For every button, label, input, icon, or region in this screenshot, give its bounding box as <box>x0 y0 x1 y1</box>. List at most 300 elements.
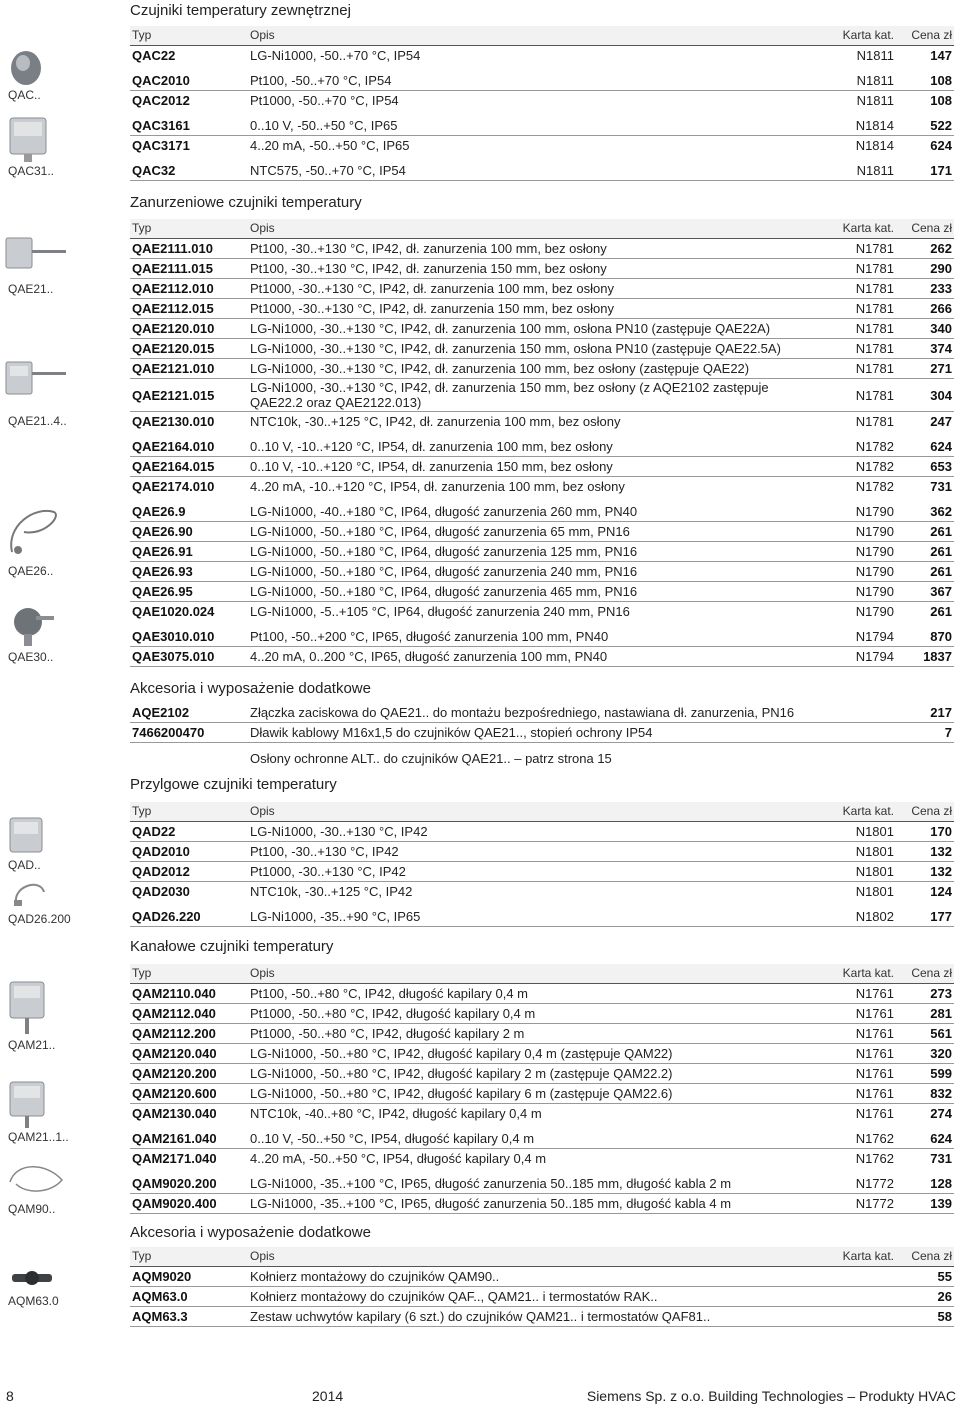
accessories-note: Osłony ochronne ALT.. do czujników QAE21.. – patrz strona 15 <box>250 751 612 766</box>
table-row <box>130 542 954 562</box>
table-row <box>130 842 954 862</box>
product-price: 290 <box>896 259 954 279</box>
table-row <box>130 339 954 359</box>
product-price: 26 <box>896 1287 954 1307</box>
header-cena: Cena zł <box>896 219 954 239</box>
catalog-card: N1781 <box>798 259 896 279</box>
product-code: AQM63.0 <box>130 1287 248 1307</box>
product-code: QAE2130.010 <box>130 412 248 435</box>
catalog-card: N1761 <box>798 1104 896 1127</box>
product-description: Pt1000, -30..+130 °C, IP42 <box>248 862 798 882</box>
catalog-card: N1811 <box>798 91 896 114</box>
table-row <box>130 582 954 602</box>
product-code: QAC2010 <box>130 68 248 91</box>
catalog-card: N1781 <box>798 412 896 435</box>
qac31-sensor-image <box>6 112 54 164</box>
product-price: 367 <box>896 582 954 602</box>
header-typ: Typ <box>130 219 248 239</box>
table-row <box>130 46 954 69</box>
catalog-card: N1801 <box>798 882 896 905</box>
side-label: QAE30.. <box>8 650 54 664</box>
product-code: QAM2112.040 <box>130 1004 248 1024</box>
product-price: 132 <box>896 842 954 862</box>
table-header-row <box>130 219 954 239</box>
table-row <box>130 1084 954 1104</box>
product-code: QAM2110.040 <box>130 984 248 1004</box>
table-header-row <box>130 964 954 984</box>
catalog-card: N1811 <box>798 68 896 91</box>
table-row <box>130 647 954 667</box>
side-label: AQM63.0 <box>8 1294 59 1308</box>
catalog-card <box>798 1287 896 1307</box>
product-description: LG-Ni1000, -35..+100 °C, IP65, długość zanurzenia 50..185 mm, długość kabla 2 m <box>248 1171 798 1194</box>
aqm63-flange-image <box>8 1264 58 1294</box>
product-price: 340 <box>896 319 954 339</box>
catalog-card: N1761 <box>798 1004 896 1024</box>
catalog-card: N1761 <box>798 984 896 1004</box>
product-description: LG-Ni1000, -50..+180 °C, IP64, długość zanurzenia 240 mm, PN16 <box>248 562 798 582</box>
catalog-card: N1790 <box>798 542 896 562</box>
side-label: QAM21.. <box>8 1038 56 1052</box>
table-row <box>130 434 954 457</box>
product-description: LG-Ni1000, -30..+130 °C, IP42, dł. zanurzenia 100 mm, bez osłony (zastępuje QAE22) <box>248 359 798 379</box>
product-images-column <box>0 0 120 1380</box>
table-row <box>130 1307 954 1327</box>
qad-sensor-image <box>6 814 50 858</box>
catalog-card <box>798 723 896 743</box>
product-description: 4..20 mA, -10..+120 °C, IP54, dł. zanurzenia 100 mm, bez osłony <box>248 477 798 500</box>
product-code: QAE2120.010 <box>130 319 248 339</box>
accessories-qam-table <box>130 1247 954 1327</box>
product-price: 128 <box>896 1171 954 1194</box>
catalog-card: N1761 <box>798 1064 896 1084</box>
product-price: 261 <box>896 562 954 582</box>
section-title: Akcesoria i wyposażenie dodatkowe <box>130 1224 371 1241</box>
product-price: 139 <box>896 1194 954 1214</box>
product-description: Pt100, -50..+200 °C, IP65, długość zanurzenia 100 mm, PN40 <box>248 624 798 647</box>
product-description: NTC10k, -30..+125 °C, IP42, dł. zanurzenia 100 mm, bez osłony <box>248 412 798 435</box>
table-row <box>130 91 954 114</box>
product-description: 0..10 V, -10..+120 °C, IP54, dł. zanurzenia 150 mm, bez osłony <box>248 457 798 477</box>
product-description: NTC10k, -40..+80 °C, IP42, długość kapilary 0,4 m <box>248 1104 798 1127</box>
product-code: QAM2120.200 <box>130 1064 248 1084</box>
product-code: QAE1020.024 <box>130 602 248 625</box>
product-price: 217 <box>896 703 954 723</box>
catalog-card: N1790 <box>798 602 896 625</box>
catalog-card: N1790 <box>798 582 896 602</box>
catalog-card: N1790 <box>798 522 896 542</box>
product-description: 4..20 mA, 0..200 °C, IP65, długość zanurzenia 100 mm, PN40 <box>248 647 798 667</box>
table-row <box>130 862 954 882</box>
catalog-card: N1781 <box>798 359 896 379</box>
qam21-1-sensor-image <box>6 1078 54 1130</box>
product-code: AQM63.3 <box>130 1307 248 1327</box>
table-row <box>130 319 954 339</box>
qac-table <box>130 26 954 181</box>
product-code: QAE2111.010 <box>130 239 248 259</box>
product-description: NTC10k, -30..+125 °C, IP42 <box>248 882 798 905</box>
product-code: QAC3171 <box>130 136 248 159</box>
side-label: QAM21..1.. <box>8 1130 69 1144</box>
section-title: Zanurzeniowe czujniki temperatury <box>130 194 362 211</box>
table-row <box>130 379 954 412</box>
footer-year: 2014 <box>312 1388 344 1404</box>
header-cena: Cena zł <box>896 964 954 984</box>
qae26-sensor-image <box>4 496 64 560</box>
product-price: 374 <box>896 339 954 359</box>
product-code: QAD22 <box>130 822 248 842</box>
product-code: QAD2030 <box>130 882 248 905</box>
product-price: 731 <box>896 477 954 500</box>
catalog-card: N1761 <box>798 1044 896 1064</box>
side-label: QAD.. <box>8 858 41 872</box>
product-price: 362 <box>896 499 954 522</box>
header-typ: Typ <box>130 802 248 822</box>
side-label: QAE26.. <box>8 564 54 578</box>
product-code: QAE2112.010 <box>130 279 248 299</box>
product-code: QAE26.91 <box>130 542 248 562</box>
table-row <box>130 259 954 279</box>
table-row <box>130 68 954 91</box>
product-code: QAE2164.010 <box>130 434 248 457</box>
product-code: 7466200470 <box>130 723 248 743</box>
catalog-card: N1782 <box>798 477 896 500</box>
table-row <box>130 1004 954 1024</box>
product-code: AQE2102 <box>130 703 248 723</box>
table-row <box>130 723 954 743</box>
qad-table <box>130 802 954 927</box>
catalog-card: N1782 <box>798 457 896 477</box>
product-code: QAE2164.015 <box>130 457 248 477</box>
qad26-sensor-image <box>10 872 50 910</box>
side-label: QAE21..4.. <box>8 414 67 428</box>
header-cena: Cena zł <box>896 1247 954 1267</box>
table-row <box>130 412 954 435</box>
product-code: AQM9020 <box>130 1267 248 1287</box>
product-price: 171 <box>896 158 954 181</box>
product-description: Pt100, -50..+80 °C, IP42, długość kapilary 0,4 m <box>248 984 798 1004</box>
qam90-sensor-image <box>6 1158 66 1200</box>
product-price: 832 <box>896 1084 954 1104</box>
catalog-card: N1762 <box>798 1126 896 1149</box>
qae21-4-sensor-image <box>4 352 68 404</box>
product-description: LG-Ni1000, -50..+70 °C, IP54 <box>248 46 798 69</box>
product-code: QAM9020.200 <box>130 1171 248 1194</box>
product-description: LG-Ni1000, -30..+130 °C, IP42 <box>248 822 798 842</box>
table-row <box>130 882 954 905</box>
product-price: 55 <box>896 1267 954 1287</box>
product-description: Dławik kablowy M16x1,5 do czujników QAE21.., stopień ochrony IP54 <box>248 723 798 743</box>
product-description: 0..10 V, -50..+50 °C, IP65 <box>248 113 798 136</box>
catalog-card: N1772 <box>798 1171 896 1194</box>
product-price: 108 <box>896 68 954 91</box>
table-row <box>130 477 954 500</box>
catalog-card: N1814 <box>798 136 896 159</box>
product-description: LG-Ni1000, -40..+180 °C, IP64, długość zanurzenia 260 mm, PN40 <box>248 499 798 522</box>
side-label: QAM90.. <box>8 1202 56 1216</box>
catalog-card: N1811 <box>798 46 896 69</box>
catalog-card: N1781 <box>798 279 896 299</box>
product-code: QAE2121.010 <box>130 359 248 379</box>
header-karta: Karta kat. <box>798 1247 896 1267</box>
product-code: QAE26.93 <box>130 562 248 582</box>
product-price: 262 <box>896 239 954 259</box>
catalog-card: N1761 <box>798 1084 896 1104</box>
product-price: 124 <box>896 882 954 905</box>
header-opis: Opis <box>248 219 798 239</box>
product-description: 4..20 mA, -50..+50 °C, IP54, długość kapilary 0,4 m <box>248 1149 798 1172</box>
catalog-card: N1790 <box>798 499 896 522</box>
catalog-card: N1811 <box>798 158 896 181</box>
product-price: 261 <box>896 522 954 542</box>
product-price: 108 <box>896 91 954 114</box>
qac-sensor-image <box>6 46 46 92</box>
catalog-card: N1794 <box>798 624 896 647</box>
table-row <box>130 1104 954 1127</box>
catalog-card: N1782 <box>798 434 896 457</box>
header-karta: Karta kat. <box>798 219 896 239</box>
side-label: QAC31.. <box>8 164 55 178</box>
product-code: QAM2171.040 <box>130 1149 248 1172</box>
product-price: 261 <box>896 602 954 625</box>
product-code: QAE2112.015 <box>130 299 248 319</box>
product-price: 522 <box>896 113 954 136</box>
product-code: QAD2010 <box>130 842 248 862</box>
product-description: Pt1000, -50..+70 °C, IP54 <box>248 91 798 114</box>
product-code: QAM2112.200 <box>130 1024 248 1044</box>
table-row <box>130 1126 954 1149</box>
product-price: 132 <box>896 862 954 882</box>
page-number: 8 <box>6 1388 14 1404</box>
product-price: 304 <box>896 379 954 412</box>
product-description: Pt100, -30..+130 °C, IP42 <box>248 842 798 862</box>
catalog-card: N1781 <box>798 239 896 259</box>
qae30-sensor-image <box>6 602 58 650</box>
qae-table <box>130 219 954 667</box>
product-price: 599 <box>896 1064 954 1084</box>
accessories-qae-table <box>130 703 954 743</box>
header-karta: Karta kat. <box>798 26 896 46</box>
table-row <box>130 1267 954 1287</box>
section-title: Czujniki temperatury zewnętrznej <box>130 2 351 19</box>
product-description: Pt100, -30..+130 °C, IP42, dł. zanurzenia 150 mm, bez osłony <box>248 259 798 279</box>
product-description: Złączka zaciskowa do QAE21.. do montażu bezpośredniego, nastawiana dł. zanurzenia, PN16 <box>248 703 798 723</box>
table-row <box>130 113 954 136</box>
product-description: 4..20 mA, -50..+50 °C, IP65 <box>248 136 798 159</box>
header-typ: Typ <box>130 964 248 984</box>
product-code: QAC2012 <box>130 91 248 114</box>
table-row <box>130 562 954 582</box>
product-price: 624 <box>896 1126 954 1149</box>
product-description: LG-Ni1000, -50..+80 °C, IP42, długość kapilary 0,4 m (zastępuje QAM22) <box>248 1044 798 1064</box>
product-price: 1837 <box>896 647 954 667</box>
table-row <box>130 1171 954 1194</box>
table-row <box>130 499 954 522</box>
product-code: QAC32 <box>130 158 248 181</box>
product-description: NTC575, -50..+70 °C, IP54 <box>248 158 798 181</box>
header-typ: Typ <box>130 26 248 46</box>
product-price: 247 <box>896 412 954 435</box>
table-row <box>130 822 954 842</box>
product-price: 266 <box>896 299 954 319</box>
product-description: 0..10 V, -10..+120 °C, IP54, dł. zanurzenia 100 mm, bez osłony <box>248 434 798 457</box>
product-code: QAC22 <box>130 46 248 69</box>
qam-table <box>130 964 954 1214</box>
product-description: LG-Ni1000, -50..+80 °C, IP42, długość kapilary 6 m (zastępuje QAM22.6) <box>248 1084 798 1104</box>
catalog-card: N1801 <box>798 842 896 862</box>
table-row <box>130 457 954 477</box>
table-row <box>130 1064 954 1084</box>
product-price: 273 <box>896 984 954 1004</box>
table-row <box>130 359 954 379</box>
product-description: LG-Ni1000, -50..+180 °C, IP64, długość zanurzenia 125 mm, PN16 <box>248 542 798 562</box>
product-description: LG-Ni1000, -30..+130 °C, IP42, dł. zanurzenia 150 mm, osłona PN10 (zastępuje QAE22.5A) <box>248 339 798 359</box>
table-row <box>130 602 954 625</box>
section-title: Akcesoria i wyposażenie dodatkowe <box>130 680 371 697</box>
table-header-row <box>130 802 954 822</box>
product-code: QAE26.95 <box>130 582 248 602</box>
product-code: QAM2130.040 <box>130 1104 248 1127</box>
product-description: LG-Ni1000, -35..+90 °C, IP65 <box>248 904 798 927</box>
header-cena: Cena zł <box>896 802 954 822</box>
table-row <box>130 522 954 542</box>
product-code: QAE26.9 <box>130 499 248 522</box>
table-row <box>130 1044 954 1064</box>
product-price: 233 <box>896 279 954 299</box>
product-price: 177 <box>896 904 954 927</box>
table-row <box>130 239 954 259</box>
product-description: LG-Ni1000, -30..+130 °C, IP42, dł. zanurzenia 150 mm, bez osłony (z AQE2102 zastępuje QAE22.2 oraz QAE2122.013) <box>248 379 798 412</box>
product-code: QAM2120.040 <box>130 1044 248 1064</box>
product-description: Pt100, -30..+130 °C, IP42, dł. zanurzenia 100 mm, bez osłony <box>248 239 798 259</box>
product-description: Pt1000, -30..+130 °C, IP42, dł. zanurzenia 100 mm, bez osłony <box>248 279 798 299</box>
product-code: QAM2161.040 <box>130 1126 248 1149</box>
product-price: 281 <box>896 1004 954 1024</box>
product-description: Zestaw uchwytów kapilary (6 szt.) do czujników QAM21.. i termostatów QAF81.. <box>248 1307 798 1327</box>
product-price: 561 <box>896 1024 954 1044</box>
side-label: QAE21.. <box>8 282 54 296</box>
product-price: 147 <box>896 46 954 69</box>
qae21-sensor-image <box>4 232 68 282</box>
section-title: Przylgowe czujniki temperatury <box>130 776 337 793</box>
footer-company: Siemens Sp. z o.o. Building Technologies – Produkty HVAC <box>586 1388 956 1404</box>
header-karta: Karta kat. <box>798 964 896 984</box>
product-code: QAE2174.010 <box>130 477 248 500</box>
header-karta: Karta kat. <box>798 802 896 822</box>
catalog-card: N1802 <box>798 904 896 927</box>
product-description: LG-Ni1000, -50..+180 °C, IP64, długość zanurzenia 465 mm, PN16 <box>248 582 798 602</box>
qam21-sensor-image <box>6 978 54 1036</box>
table-row <box>130 1024 954 1044</box>
table-row <box>130 703 954 723</box>
catalog-card: N1801 <box>798 862 896 882</box>
product-code: QAE26.90 <box>130 522 248 542</box>
section-title: Kanałowe czujniki temperatury <box>130 938 334 955</box>
product-price: 731 <box>896 1149 954 1172</box>
product-price: 624 <box>896 434 954 457</box>
header-typ: Typ <box>130 1247 248 1267</box>
product-code: QAD2012 <box>130 862 248 882</box>
product-code: QAE2120.015 <box>130 339 248 359</box>
header-cena: Cena zł <box>896 26 954 46</box>
table-row <box>130 1194 954 1214</box>
product-price: 624 <box>896 136 954 159</box>
product-description: LG-Ni1000, -35..+100 °C, IP65, długość zanurzenia 50..185 mm, długość kabla 4 m <box>248 1194 798 1214</box>
product-description: Pt1000, -50..+80 °C, IP42, długość kapilary 2 m <box>248 1024 798 1044</box>
table-row <box>130 136 954 159</box>
product-code: QAC3161 <box>130 113 248 136</box>
product-code: QAE3010.010 <box>130 624 248 647</box>
catalog-card: N1772 <box>798 1194 896 1214</box>
product-description: Pt100, -50..+70 °C, IP54 <box>248 68 798 91</box>
product-price: 261 <box>896 542 954 562</box>
side-label: QAD26.200 <box>8 912 71 926</box>
product-code: QAD26.220 <box>130 904 248 927</box>
catalog-card: N1781 <box>798 339 896 359</box>
catalog-card: N1781 <box>798 299 896 319</box>
product-price: 870 <box>896 624 954 647</box>
product-code: QAM2120.600 <box>130 1084 248 1104</box>
catalog-card: N1762 <box>798 1149 896 1172</box>
product-price: 58 <box>896 1307 954 1327</box>
catalog-card: N1790 <box>798 562 896 582</box>
catalog-card <box>798 703 896 723</box>
product-description: LG-Ni1000, -5..+105 °C, IP64, długość zanurzenia 240 mm, PN16 <box>248 602 798 625</box>
product-price: 320 <box>896 1044 954 1064</box>
table-header-row <box>130 26 954 46</box>
side-label: QAC.. <box>8 88 41 102</box>
header-opis: Opis <box>248 802 798 822</box>
product-description: LG-Ni1000, -50..+80 °C, IP42, długość kapilary 2 m (zastępuje QAM22.2) <box>248 1064 798 1084</box>
header-opis: Opis <box>248 26 798 46</box>
product-description: Kołnierz montażowy do czujników QAM90.. <box>248 1267 798 1287</box>
catalog-card: N1761 <box>798 1024 896 1044</box>
table-row <box>130 1149 954 1172</box>
header-opis: Opis <box>248 1247 798 1267</box>
catalog-card: N1794 <box>798 647 896 667</box>
table-row <box>130 984 954 1004</box>
product-code: QAE2111.015 <box>130 259 248 279</box>
product-description: LG-Ni1000, -30..+130 °C, IP42, dł. zanurzenia 100 mm, osłona PN10 (zastępuje QAE22A) <box>248 319 798 339</box>
catalog-card: N1814 <box>798 113 896 136</box>
table-row <box>130 158 954 181</box>
product-price: 274 <box>896 1104 954 1127</box>
product-price: 271 <box>896 359 954 379</box>
table-row <box>130 904 954 927</box>
product-description: Pt1000, -50..+80 °C, IP42, długość kapilary 0,4 m <box>248 1004 798 1024</box>
catalog-card: N1781 <box>798 319 896 339</box>
catalog-card: N1781 <box>798 379 896 412</box>
table-row <box>130 299 954 319</box>
header-opis: Opis <box>248 964 798 984</box>
product-description: 0..10 V, -50..+50 °C, IP54, długość kapilary 0,4 m <box>248 1126 798 1149</box>
table-row <box>130 624 954 647</box>
product-code: QAE3075.010 <box>130 647 248 667</box>
product-description: LG-Ni1000, -50..+180 °C, IP64, długość zanurzenia 65 mm, PN16 <box>248 522 798 542</box>
catalog-card <box>798 1267 896 1287</box>
product-description: Pt1000, -30..+130 °C, IP42, dł. zanurzenia 150 mm, bez osłony <box>248 299 798 319</box>
catalog-card <box>798 1307 896 1327</box>
product-description: Kołnierz montażowy do czujników QAF.., QAM21.. i termostatów RAK.. <box>248 1287 798 1307</box>
product-price: 170 <box>896 822 954 842</box>
product-price: 7 <box>896 723 954 743</box>
product-code: QAM9020.400 <box>130 1194 248 1214</box>
catalog-card: N1801 <box>798 822 896 842</box>
table-row <box>130 279 954 299</box>
table-header-row <box>130 1247 954 1267</box>
product-code: QAE2121.015 <box>130 379 248 412</box>
product-price: 653 <box>896 457 954 477</box>
